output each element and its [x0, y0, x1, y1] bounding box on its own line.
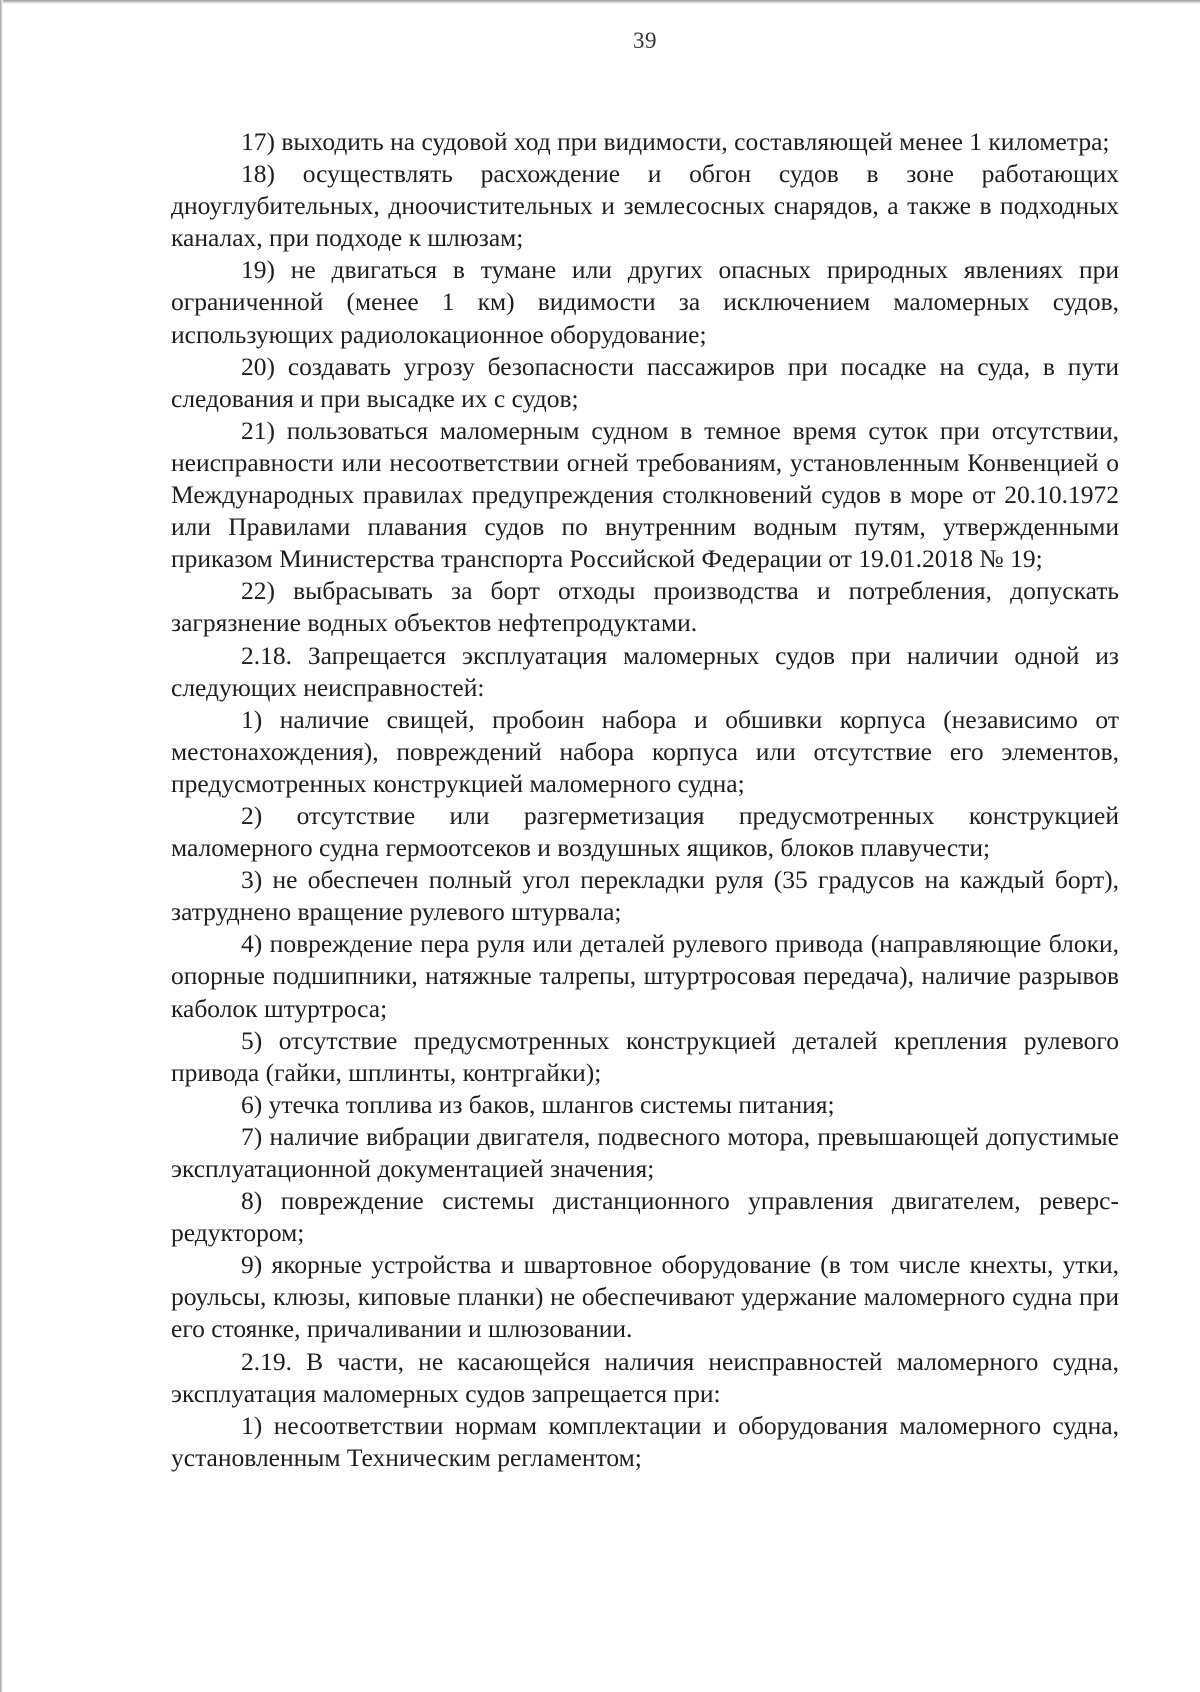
- scan-left-edge: [0, 0, 3, 1692]
- paragraph-item-22: 22) выбрасывать за борт отходы производства и потребления, допускать загрязнение водных объектов нефтепродуктами.: [171, 576, 1119, 638]
- paragraph-item-17: 17) выходить на судовой ход при видимости, составляющей менее 1 километра;: [241, 127, 1110, 156]
- paragraph-item-18: 18) осуществлять расхождение и обгон судов в зоне работающих дноуглубительных, дноочистительных и землесосных снарядов, а также в подходных каналах, при подходе к шлюзам;: [171, 159, 1119, 253]
- operation-ban-item-1: 1) несоответствии нормам комплектации и оборудования маломерного судна, установленным Техническим регламентом;: [171, 1410, 1119, 1472]
- page-number: 39: [633, 28, 657, 53]
- paragraph-item-21: 21) пользоваться маломерным судном в темное время суток при отсутствии, неисправности или несоответствии огней требованиям, установленным Конвенцией о Международных правилах предупреждения столкновений судов в море от 20.10.1972 или Правилами плавания судов по внутренним водным путям, утвержденными приказом Министерства транспорта Российской Федерации от 19.01.2018 № 19;: [171, 415, 1119, 574]
- scan-top-edge: [0, 0, 1200, 4]
- defect-item-8: 8) повреждение системы дистанционного управления двигателем, реверс-редуктором;: [171, 1186, 1119, 1248]
- defect-item-5: 5) отсутствие предусмотренных конструкцией деталей крепления рулевого привода (гайки, шплинты, контргайки);: [171, 1025, 1119, 1087]
- defect-item-3: 3) не обеспечен полный угол перекладки руля (35 градусов на каждый борт), затруднено вращение рулевого штурвала;: [171, 865, 1119, 927]
- paragraph-item-20: 20) создавать угрозу безопасности пассажиров при посадке на суда, в пути следования и при высадке их с судов;: [171, 351, 1119, 413]
- defect-item-9: 9) якорные устройства и швартовное оборудование (в том числе кнехты, утки, роульсы, клюзы, киповые планки) не обеспечивают удержание маломерного судна при его стоянке, причаливании и шлюзовании.: [171, 1250, 1119, 1344]
- defect-item-6: 6) утечка топлива из баков, шлангов системы питания;: [241, 1089, 835, 1119]
- section-2-19-heading: 2.19. В части, не касающейся наличия неисправностей маломерного судна, эксплуатация маломерных судов запрещается при:: [171, 1346, 1119, 1408]
- defect-item-7: 7) наличие вибрации двигателя, подвесного мотора, превышающей допустимые эксплуатационной документацией значения;: [171, 1121, 1119, 1183]
- defect-item-1: 1) наличие свищей, пробоин набора и обшивки корпуса (независимо от местонахождения), повреждений набора корпуса или отсутствие его элементов, предусмотренных конструкцией маломерного судна;: [171, 704, 1119, 798]
- paragraph-item-19: 19) не двигаться в тумане или других опасных природных явлениях при ограниченной (менее 1 км) видимости за исключением маломерных судов, использующих радиолокационное оборудование;: [171, 255, 1119, 349]
- section-2-18-heading: 2.18. Запрещается эксплуатация маломерных судов при наличии одной из следующих неисправностей:: [171, 640, 1119, 702]
- document-body: [171, 126, 1119, 1474]
- defect-item-2: 2) отсутствие или разгерметизация предусмотренных конструкцией маломерного судна гермоотсеков и воздушных ящиков, блоков плавучести;: [171, 800, 1119, 863]
- defect-item-4: 4) повреждение пера руля или деталей рулевого привода (направляющие блоки, опорные подшипники, натяжные талрепы, штуртросовая передача), наличие разрывов каболок штуртроса;: [171, 929, 1119, 1023]
